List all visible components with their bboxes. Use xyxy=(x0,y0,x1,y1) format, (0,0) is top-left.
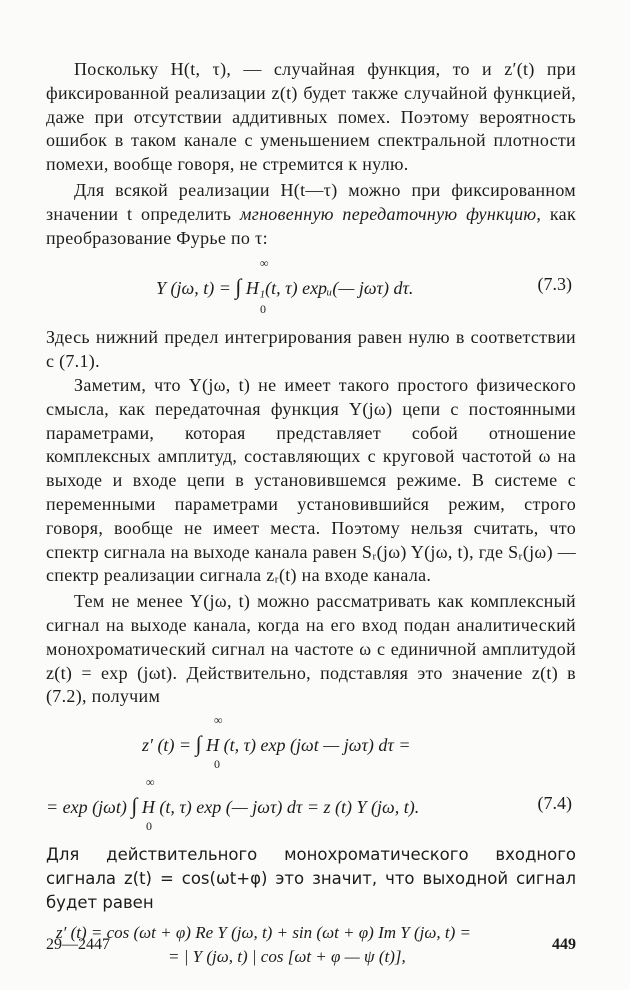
formula-7-4a-upper-limit: ∞ xyxy=(214,713,223,728)
paragraph-6: Для действительного монохроматического входного сигнала z(t) = cos(ωt+φ) это значит, что выходной сигнал будет равен xyxy=(46,845,576,912)
formula-7-4b-lower-limit: 0 xyxy=(146,819,152,834)
integral-sign: ∫ xyxy=(235,274,242,300)
formula-7-3 xyxy=(46,250,576,326)
paragraph-3: Здесь нижний предел интегрирования равен нулю в соответствии с (7.1). xyxy=(46,327,576,372)
formula-7-4b-left: = exp (jωt) xyxy=(46,797,132,818)
paragraph-4: Заметим, что Y(jω, t) не имеет такого простого физического смысла, как передаточная функция Y(jω) цепи с постоянными параметрами, которая представляет собой отношение комплексных амплитуд, составляющих с круговой частотой ω на выходе и входе цепи в установившемся режиме. В системе с переменными параметрами установившийся режим, строго говоря, вообще не имеет места. Поэтому нельзя считать, что спектр сигнала на выходе канала равен Sᵣ(jω) Y(jω, t), где Sᵣ(jω) — спектр реализации сигнала zᵣ(t) на входе канала. xyxy=(46,374,576,586)
paragraph-2-text-b: , как преобразование Фурье по τ: xyxy=(46,203,576,248)
formula-7-4a-right: H (t, τ) exp (jωt — jωτ) dτ = xyxy=(201,735,411,756)
formula-7-3-left: Y (jω, t) = xyxy=(156,278,236,299)
formula-7-4-number: (7.4) xyxy=(537,793,572,814)
formula-7-3-upper-limit: ∞ xyxy=(260,256,269,271)
formula-7-4a-left: z′ (t) = xyxy=(142,735,196,756)
formula-7-4a-lower-limit: 0 xyxy=(214,757,220,772)
formula-7-4b-upper-limit: ∞ xyxy=(146,775,155,790)
page-footer xyxy=(46,936,576,954)
printer-signature: 29—2447 xyxy=(46,936,110,953)
formula-7-3-right: H₁(t, τ) expᵤ(— jωτ) dτ. xyxy=(241,278,414,299)
term-instant-transfer-function: мгновенную передаточную функцию xyxy=(239,203,537,224)
formula-7-4b xyxy=(46,773,576,837)
integral-sign: ∫ xyxy=(195,731,202,757)
formula-7-5-line-1: z′ (t) = cos (ωt + φ) Re Y (jω, t) + sin (ωt + φ) Im Y (jω, t) = xyxy=(56,922,471,942)
integral-sign: ∫ xyxy=(131,793,138,819)
paragraph-1: Поскольку H(t, τ), — случайная функция, то и z′(t) при фиксированной реализации z(t) будет также случайной функцией, даже при отсутствии аддитивных помех. Поэтому вероятность ошибок в таком канале с уменьшением спектральной плотности помехи, вообще говоря, не стремится к нулю. xyxy=(46,59,576,175)
formula-7-4b-right: H (t, τ) exp (— jωτ) dτ = z (t) Y (jω, t). xyxy=(137,797,420,818)
page-number: 449 xyxy=(552,936,576,953)
paragraph-2-text-a: Для всякой реализации H(t—τ) можно при фиксированном значении t определить xyxy=(46,179,576,224)
paragraph-5: Тем не менее Y(jω, t) можно рассматривать как комплексный сигнал на выходе канала, когда на его вход подан аналитический монохроматический сигнал на частоте ω с единичной амплитудой z(t) = exp (jωt). Действительно, подставляя это значение z(t) в (7.2), получим xyxy=(46,591,576,707)
page-body xyxy=(46,58,576,973)
formula-7-5-line-2: = | Y (jω, t) | cos [ωt + φ — ψ (t)], xyxy=(168,946,406,966)
formula-7-3-lower-limit: 0 xyxy=(260,302,266,317)
formula-7-4a xyxy=(46,709,576,773)
paragraph-2 xyxy=(46,179,576,250)
formula-7-3-number: (7.3) xyxy=(537,274,572,295)
